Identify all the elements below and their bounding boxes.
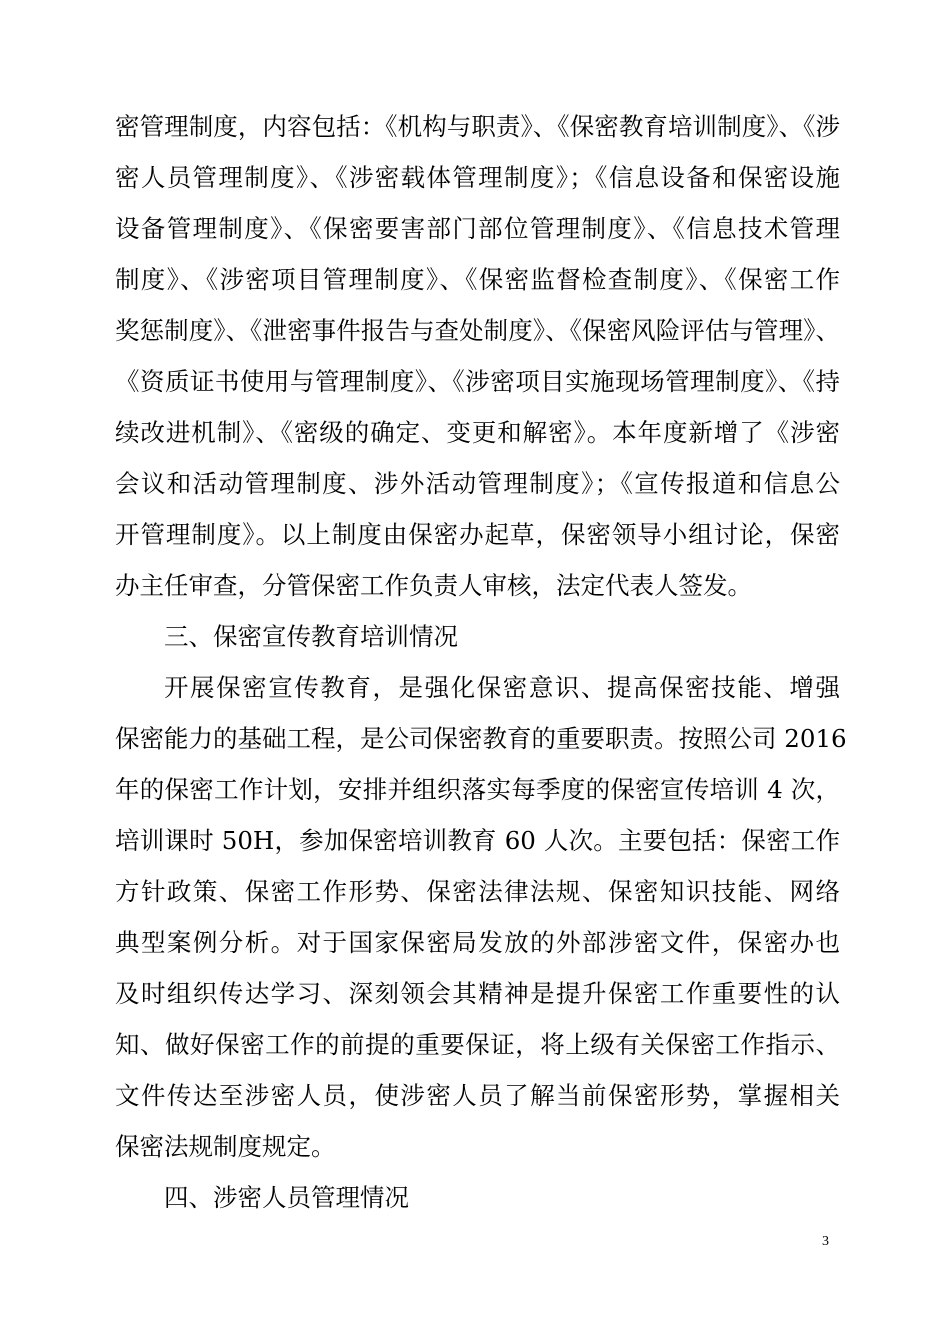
text-line: 会议和活动管理制度、涉外活动管理制度》；《宣传报道和信息公: [115, 469, 840, 498]
text-line: 方针政策、保密工作形势、保密法律法规、保密知识技能、网络: [115, 877, 840, 906]
text-line: 续改进机制》、《密级的确定、变更和解密》。本年度新增了《涉密: [115, 418, 840, 447]
text-line: 制度》、《涉密项目管理制度》、《保密监督检查制度》、《保密工作: [115, 265, 840, 294]
section-heading: 四、涉密人员管理情况: [164, 1183, 409, 1212]
text-line: 《资质证书使用与管理制度》、《涉密项目实施现场管理制度》、《持: [115, 367, 840, 396]
text-line: 办主任审查，分管保密工作负责人审核，法定代表人签发。: [115, 571, 752, 600]
text-line: 密人员管理制度》、《涉密载体管理制度》；《信息设备和保密设施: [115, 163, 840, 192]
text-line: 年的保密工作计划，安排并组织落实每季度的保密宣传培训 4 次，: [115, 775, 840, 804]
text-line: 文件传达至涉密人员，使涉密人员了解当前保密形势，掌握相关: [115, 1081, 840, 1110]
section-heading: 三、保密宣传教育培训情况: [164, 622, 458, 651]
text-line: 开管理制度》。以上制度由保密办起草，保密领导小组讨论，保密: [115, 520, 840, 549]
text-line: 开展保密宣传教育，是强化保密意识、提高保密技能、增强: [164, 673, 840, 702]
page-number: 3: [822, 1234, 829, 1249]
text-line: 保密法规制度规定。: [115, 1132, 336, 1161]
text-line: 保密能力的基础工程，是公司保密教育的重要职责。按照公司 2016: [115, 724, 847, 753]
text-line: 及时组织传达学习、深刻领会其精神是提升保密工作重要性的认: [115, 979, 840, 1008]
text-line: 典型案例分析。对于国家保密局发放的外部涉密文件，保密办也: [115, 928, 840, 957]
text-line: 设备管理制度》、《保密要害部门部位管理制度》、《信息技术管理: [115, 214, 840, 243]
text-line: 奖惩制度》、《泄密事件报告与查处制度》、《保密风险评估与管理》、: [115, 316, 840, 345]
text-line: 密管理制度，内容包括：《机构与职责》、《保密教育培训制度》、《涉: [115, 112, 840, 141]
text-line: 知、做好保密工作的前提的重要保证，将上级有关保密工作指示、: [115, 1030, 840, 1059]
text-line: 培训课时 50H，参加保密培训教育 60 人次。主要包括：保密工作: [115, 826, 840, 855]
